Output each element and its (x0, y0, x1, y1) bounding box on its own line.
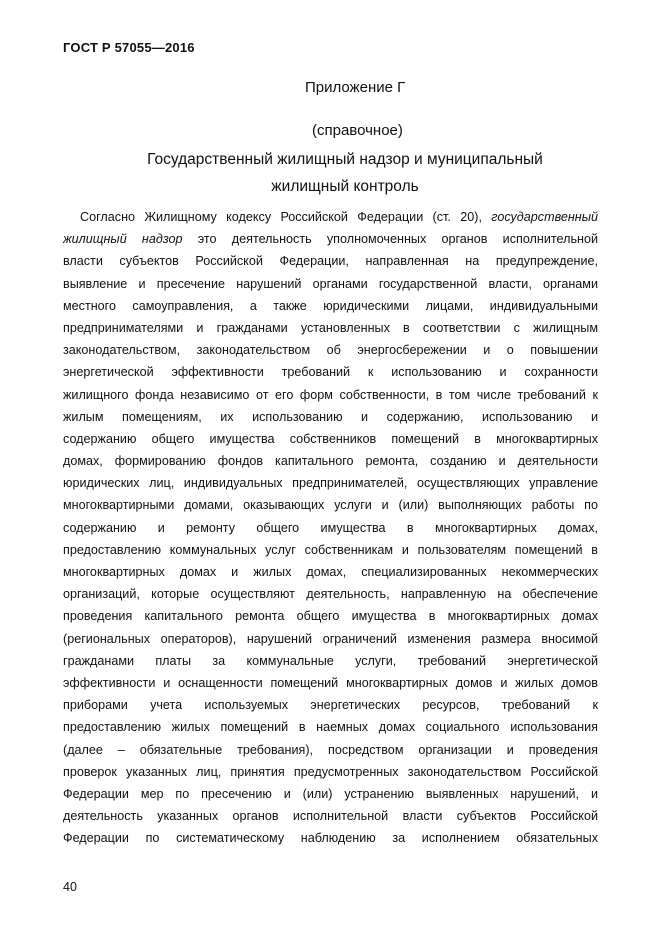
body-text-run: энергетической эффективности требований к использованию и сохранности (63, 365, 598, 380)
body-line (63, 539, 598, 561)
body-text-run: эффективности и оснащенности помещений многоквартирных домов и жилых домов (63, 675, 598, 690)
body-text-run: предоставлению коммунальных услуг собственникам и пользователям помещений в (63, 542, 598, 557)
body-line (63, 273, 598, 295)
body-text-run: власти субъектов Российской Федерации, направленная на предупреждение, (63, 254, 598, 269)
body-text-run: местного самоуправления, а также юридическими лицами, индивидуальными (63, 298, 598, 313)
body-line (63, 583, 598, 605)
body-line (63, 361, 598, 383)
appendix-heading-line-2: жилищный контроль (271, 178, 419, 195)
body-text-run: жилым помещениям, их использованию и содержанию, использованию и (63, 409, 598, 424)
body-text-run: деятельность указанных органов исполнительной власти субъектов Российской (63, 809, 598, 824)
body-text-run: юридических лиц, индивидуальных предпринимателей, осуществляющих управление (63, 476, 598, 491)
body-line (63, 827, 598, 849)
body-text-run: содержанию и ремонту общего имущества в многоквартирных домах, (63, 520, 598, 535)
body-line (63, 317, 598, 339)
body-line (63, 739, 598, 761)
appendix-heading-line-1: Государственный жилищный надзор и муниципальный (147, 151, 543, 168)
body-text-run: организаций, которые осуществляют деятельность, направленную на обеспечение (63, 587, 598, 602)
appendix-kind-label: (справочное) (312, 122, 403, 139)
body-line (63, 672, 598, 694)
body-line (63, 805, 598, 827)
body-line (63, 716, 598, 738)
body-text-run: приборами учета используемых энергетических ресурсов, требований к (63, 698, 598, 713)
body-text-run: предоставлению жилых помещений в наемных домах социального использования (63, 720, 598, 735)
body-line (63, 494, 598, 516)
body-text-run: содержанию общего имущества собственников помещений в многоквартирных (63, 431, 598, 446)
body-line (63, 472, 598, 494)
appendix-title: Приложение Г (305, 79, 406, 96)
body-text-run: предпринимателями и гражданами установленных в соответствии с жилищным (63, 320, 598, 335)
body-text-run: Согласно Жилищному кодексу Российской Федерации (ст. 20), (80, 210, 492, 224)
body-text-run: многоквартирными домами, оказывающих услуги и (или) выполняющих работы по (63, 498, 598, 513)
page-number: 40 (63, 880, 77, 894)
italic-term: государственный (491, 210, 598, 224)
body-line (63, 206, 598, 228)
body-line (63, 783, 598, 805)
body-line (63, 406, 598, 428)
body-text-run: многоквартирных домах и жилых домах, специализированных некоммерческих (63, 565, 598, 579)
body-line (63, 650, 598, 672)
body-line (63, 561, 598, 583)
body-text-run: Федерации по систематическому наблюдению за исполнением обязательных (63, 831, 598, 846)
body-text-run: это деятельность уполномоченных органов исполнительной (182, 232, 599, 247)
body-text-run: проверок указанных лиц, принятия предусмотренных законодательством Российской (63, 764, 598, 779)
body-text-run: домах, формированию фондов капитального ремонта, созданию и деятельности (63, 454, 598, 469)
body-line (63, 628, 598, 650)
body-line (63, 761, 598, 783)
body-line (63, 384, 598, 406)
body-text-run: (региональных операторов), нарушений ограничений изменения размера вносимой (63, 631, 598, 646)
body-text-run: жилищного фонда независимо от его форм собственности, в том числе требований к (63, 387, 598, 402)
body-text-run: Федерации мер по пресечению и (или) устранению выявленных нарушений, и (63, 786, 598, 801)
body-line (63, 605, 598, 627)
body-text-run: проведения капитального ремонта общего имущества в многоквартирных домах (63, 609, 598, 624)
body-paragraph (63, 206, 598, 849)
body-line (63, 295, 598, 317)
body-line (63, 450, 598, 472)
body-line (63, 517, 598, 539)
body-line (63, 694, 598, 716)
body-line (63, 428, 598, 450)
body-text-run: гражданами платы за коммунальные услуги, требований энергетической (63, 653, 598, 668)
body-text-run: законодательством, законодательством об энергосбережении и о повышении (63, 343, 598, 358)
standard-number-header: ГОСТ Р 57055—2016 (63, 40, 195, 55)
body-text-run: (далее – обязательные требования), посредством организации и проведения (63, 742, 598, 757)
body-line (63, 228, 598, 250)
body-text-run: выявление и пресечение нарушений органами государственной власти, органами (63, 276, 598, 291)
body-line (63, 250, 598, 272)
appendix-heading (110, 146, 580, 200)
italic-term: жилищный надзор (63, 232, 183, 247)
body-line (63, 339, 598, 361)
